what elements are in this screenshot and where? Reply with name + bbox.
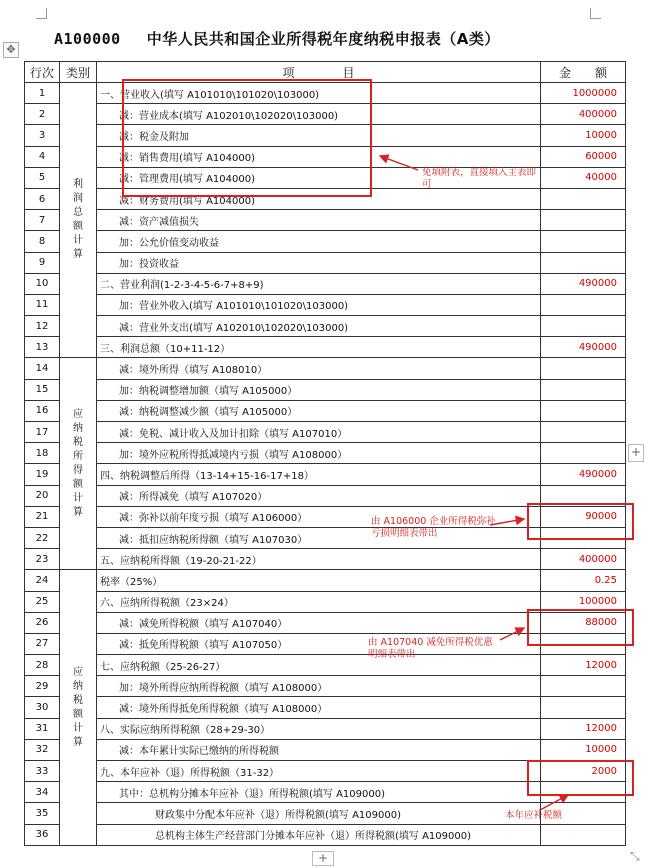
row-line-number: 14 [25, 358, 60, 379]
row-item: 加：投资收益 [97, 252, 541, 273]
row-item: 减：免税、减计收入及加计扣除（填写 A107010） [97, 422, 541, 443]
row-line-number: 10 [25, 273, 60, 294]
row-amount[interactable]: 40000 [541, 167, 626, 188]
row-item: 减：抵扣应纳税所得额（填写 A107030） [97, 527, 541, 548]
row-line-number: 34 [25, 782, 60, 803]
annotation-note-1: 免填附表，直接填入主表即可 [422, 167, 537, 190]
row-item: 八、实际应纳所得税额（28+29-30） [97, 718, 541, 739]
arrow-to-rows-1-5 [380, 156, 418, 170]
row-line-number: 16 [25, 400, 60, 421]
row-item: 财政集中分配本年应补（退）所得税额(填写 A109000) [97, 803, 541, 824]
row-line-number: 29 [25, 676, 60, 697]
category-label: 利润总额计算 [73, 179, 83, 261]
row-item: 九、本年应补（退）所得税额（31-32） [97, 761, 541, 782]
row-item: 减：管理费用(填写 A104000) [97, 167, 541, 188]
row-item: 减：本年累计实际已缴纳的所得税额 [97, 739, 541, 760]
row-line-number: 7 [25, 210, 60, 231]
row-line-number: 31 [25, 718, 60, 739]
row-line-number: 21 [25, 506, 60, 527]
arrow-to-row-33 [540, 795, 568, 810]
row-item: 四、纳税调整后所得（13-14+15-16-17+18） [97, 464, 541, 485]
row-item: 加：境外所得应纳所得税额（填写 A108000） [97, 676, 541, 697]
row-item: 总机构主体生产经营部门分摊本年应补（退）所得税额(填写 A109000) [97, 824, 541, 845]
add-column-button[interactable]: + [628, 444, 644, 462]
row-amount[interactable]: 400000 [541, 104, 626, 125]
header-category: 类别 [60, 62, 97, 83]
row-line-number: 17 [25, 422, 60, 443]
row-line-number: 6 [25, 188, 60, 209]
row-line-number: 23 [25, 549, 60, 570]
row-line-number: 33 [25, 761, 60, 782]
row-amount[interactable]: 490000 [541, 337, 626, 358]
row-amount[interactable]: 0.25 [541, 570, 626, 591]
row-line-number: 1 [25, 83, 60, 104]
row-line-number: 3 [25, 125, 60, 146]
row-item: 减：弥补以前年度亏损（填写 A106000） [97, 506, 541, 527]
row-line-number: 11 [25, 294, 60, 315]
row-item: 其中：总机构分摊本年应补（退）所得税额(填写 A109000) [97, 782, 541, 803]
row-item: 减：境外所得（填写 A108010） [97, 358, 541, 379]
arrow-to-row-26 [500, 628, 524, 640]
row-amount[interactable]: 400000 [541, 549, 626, 570]
row-item: 减：纳税调整减少额（填写 A105000） [97, 400, 541, 421]
row-item: 加：公允价值变动收益 [97, 231, 541, 252]
row-item: 减：营业外支出(填写 A102010\102020\103000) [97, 316, 541, 337]
row-line-number: 27 [25, 633, 60, 654]
annotation-note-2: 由 A106000 企业所得税弥补亏损明细表带出 [371, 516, 496, 539]
row-line-number: 4 [25, 146, 60, 167]
row-line-number: 22 [25, 527, 60, 548]
add-row-button[interactable]: + [312, 851, 334, 866]
row-item: 减：境外所得抵免所得税额（填写 A108000） [97, 697, 541, 718]
form-title-text: 中华人民共和国企业所得税年度纳税申报表（A类） [146, 30, 500, 48]
category-label: 应纳税所得额计算 [73, 408, 83, 518]
row-line-number: 2 [25, 104, 60, 125]
annotation-note-3: 由 A107040 减免所得税优惠明细表带出 [368, 637, 493, 660]
table-resize-handle-icon[interactable]: ⤡ [630, 849, 640, 863]
row-item: 减：减免所得税额（填写 A107040） [97, 612, 541, 633]
row-item: 七、应纳税额（25-26-27） [97, 655, 541, 676]
row-line-number: 9 [25, 252, 60, 273]
row-amount[interactable]: 12000 [541, 655, 626, 676]
row-amount[interactable]: 2000 [541, 761, 626, 782]
row-item: 二、营业利润(1-2-3-4-5-6-7+8+9) [97, 273, 541, 294]
arrow-to-row-21 [490, 519, 524, 525]
row-line-number: 13 [25, 337, 60, 358]
row-item: 六、应纳所得税额（23×24） [97, 591, 541, 612]
row-item: 减：资产减值损失 [97, 210, 541, 231]
row-line-number: 15 [25, 379, 60, 400]
row-item: 一、营业收入(填写 A101010\101020\103000) [97, 83, 541, 104]
row-line-number: 28 [25, 655, 60, 676]
row-item: 加：境外应税所得抵减境内亏损（填写 A108000） [97, 443, 541, 464]
row-amount[interactable]: 1000000 [541, 83, 626, 104]
row-item: 减：销售费用(填写 A104000) [97, 146, 541, 167]
header-amount: 金 额 [541, 62, 626, 83]
row-amount[interactable]: 90000 [541, 506, 626, 527]
row-amount[interactable]: 100000 [541, 591, 626, 612]
row-line-number: 32 [25, 739, 60, 760]
row-item: 加：纳税调整增加额（填写 A105000） [97, 379, 541, 400]
row-line-number: 20 [25, 485, 60, 506]
row-item: 减：税金及附加 [97, 125, 541, 146]
header-item: 项 目 [97, 62, 541, 83]
row-amount[interactable]: 490000 [541, 464, 626, 485]
row-line-number: 12 [25, 316, 60, 337]
row-line-number: 8 [25, 231, 60, 252]
row-amount[interactable]: 10000 [541, 125, 626, 146]
row-line-number: 35 [25, 803, 60, 824]
row-item: 五、应纳税所得额（19-20-21-22） [97, 549, 541, 570]
row-item: 减：抵免所得税额（填写 A107050） [97, 633, 541, 654]
row-line-number: 30 [25, 697, 60, 718]
row-amount[interactable]: 490000 [541, 273, 626, 294]
row-line-number: 19 [25, 464, 60, 485]
form-code: A100000 [54, 30, 121, 48]
row-item: 减：所得减免（填写 A107020） [97, 485, 541, 506]
row-amount[interactable]: 60000 [541, 146, 626, 167]
row-line-number: 26 [25, 612, 60, 633]
row-item: 三、利润总额（10+11-12） [97, 337, 541, 358]
row-line-number: 36 [25, 824, 60, 845]
category-label: 应纳税额计算 [73, 666, 83, 748]
row-line-number: 24 [25, 570, 60, 591]
row-item: 加：营业外收入(填写 A101010\101020\103000) [97, 294, 541, 315]
row-item: 减：营业成本(填写 A102010\102020\103000) [97, 104, 541, 125]
annotation-note-4: 本年应补税额 [505, 810, 563, 821]
row-line-number: 5 [25, 167, 60, 188]
table-move-handle-icon[interactable]: ✥ [3, 42, 19, 58]
row-amount[interactable]: 12000 [541, 718, 626, 739]
row-amount[interactable]: 88000 [541, 612, 626, 633]
row-amount[interactable]: 10000 [541, 739, 626, 760]
row-item: 减：财务费用(填写 A104000) [97, 188, 541, 209]
row-item: 税率（25%） [97, 570, 541, 591]
row-line-number: 25 [25, 591, 60, 612]
row-line-number: 18 [25, 443, 60, 464]
header-line: 行次 [25, 62, 60, 83]
